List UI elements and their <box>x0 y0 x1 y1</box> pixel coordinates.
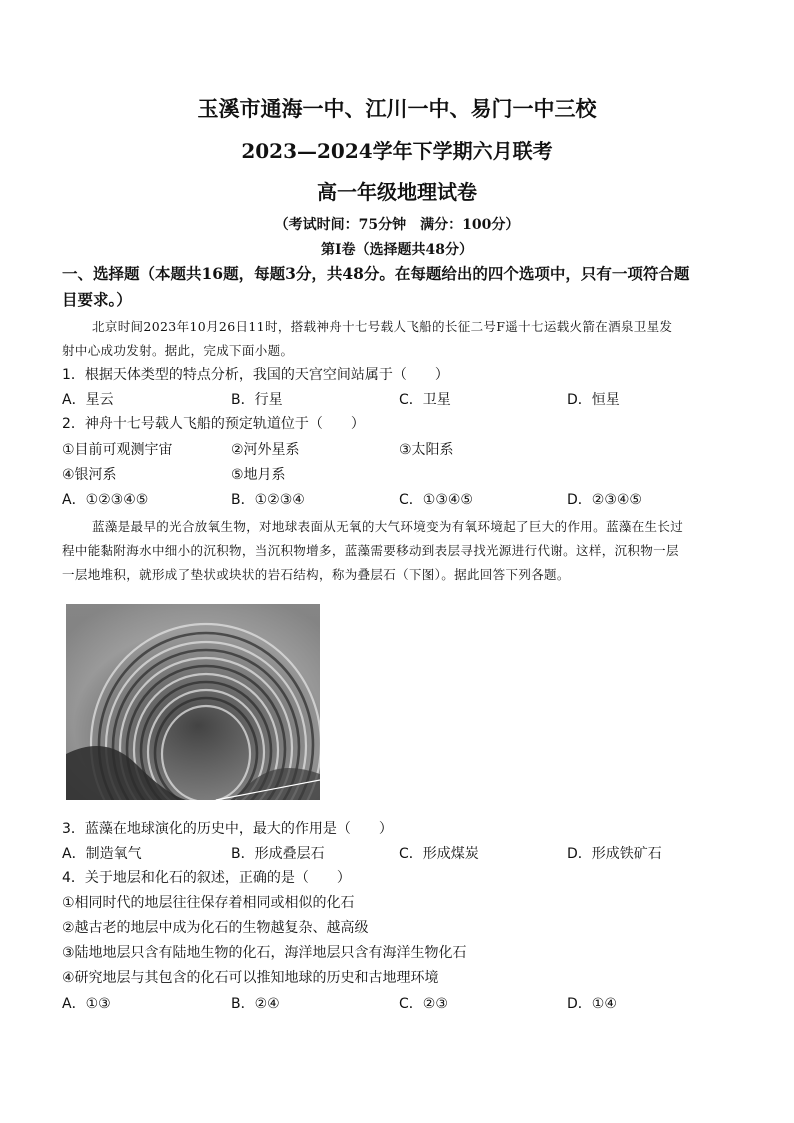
question-1-stem: 1．根据天体类型的特点分析，我国的天宫空间站属于（ ） <box>62 367 449 383</box>
q2-item-3: ③太阳系 <box>399 442 454 458</box>
q3-option-b: B．形成叠层石 <box>231 846 325 862</box>
q4-option-d: D．①④ <box>567 996 617 1012</box>
material1-line2: 射中心成功发射。据此，完成下面小题。 <box>62 343 294 358</box>
school-title: 玉溪市通海一中、江川一中、易门一中三校 <box>197 96 597 121</box>
q3-option-d: D．形成铁矿石 <box>567 846 662 862</box>
q4-statement-2: ②越古老的地层中成为化石的生物越复杂、越高级 <box>62 920 369 936</box>
exam-info: （考试时间：75分钟 满分：100分） <box>274 217 520 233</box>
q1-option-a: A．星云 <box>62 392 114 408</box>
q2-option-b: B．①②③④ <box>231 492 305 508</box>
exam-term-title: 2023—2024学年下学期六月联考 <box>241 139 553 163</box>
volume-heading: 第Ⅰ卷（选择题共48分） <box>320 242 474 258</box>
material2-line1: 蓝藻是最早的光合放氧生物，对地球表面从无氧的大气环境变为有氧环境起了巨大的作用。蓝藻在生长过 <box>92 519 684 534</box>
material2-line2: 程中能黏附海水中细小的沉积物，当沉积物增多，蓝藻需要移动到表层寻找光源进行代谢。这样，沉积物一层 <box>62 543 679 558</box>
q4-option-b: B．②④ <box>231 996 280 1012</box>
q1-option-b: B．行星 <box>231 392 283 408</box>
q2-option-c: C．①③④⑤ <box>399 492 473 508</box>
q2-item-1: ①目前可观测宇宙 <box>62 442 173 458</box>
q2-item-2: ②河外星系 <box>231 442 300 458</box>
q2-option-a: A．①②③④⑤ <box>62 492 149 508</box>
q1-option-d: D．恒星 <box>567 392 620 408</box>
q4-option-a: A．①③ <box>62 996 111 1012</box>
q4-statement-3: ③陆地地层只含有陆地生物的化石，海洋地层只含有海洋生物化石 <box>62 945 467 961</box>
q4-option-c: C．②③ <box>399 996 448 1012</box>
question-4-stem: 4．关于地层和化石的叙述，正确的是（ ） <box>62 870 351 886</box>
q2-item-4: ④银河系 <box>62 467 117 483</box>
q1-option-c: C．卫星 <box>399 392 451 408</box>
q4-statement-4: ④研究地层与其包含的化石可以推知地球的历史和古地理环境 <box>62 970 439 986</box>
q3-option-c: C．形成煤炭 <box>399 846 479 862</box>
stromatolite-photo <box>66 604 320 800</box>
q2-item-5: ⑤地月系 <box>231 467 286 483</box>
q2-option-d: D．②③④⑤ <box>567 492 642 508</box>
q4-statement-1: ①相同时代的地层往往保存着相同或相似的化石 <box>62 895 355 911</box>
question-2-stem: 2．神舟十七号载人飞船的预定轨道位于（ ） <box>62 416 365 432</box>
exam-subject-title: 高一年级地理试卷 <box>317 180 477 204</box>
material1-line1: 北京时间2023年10月26日11时，搭载神舟十七号载人飞船的长征二号F遥十七运载火箭在酒泉卫星发 <box>92 319 673 334</box>
section-heading-line2: 目要求。） <box>62 290 132 309</box>
q3-option-a: A．制造氧气 <box>62 846 142 862</box>
question-3-stem: 3．蓝藻在地球演化的历史中，最大的作用是（ ） <box>62 821 393 837</box>
section-heading-line1: 一、选择题（本题共16题，每题3分，共48分。在每题给出的四个选项中，只有一项符合题 <box>62 264 690 283</box>
material2-line3: 一层地堆积，就形成了垫状或块状的岩石结构，称为叠层石（下图）。据此回答下列各题。 <box>62 567 570 582</box>
